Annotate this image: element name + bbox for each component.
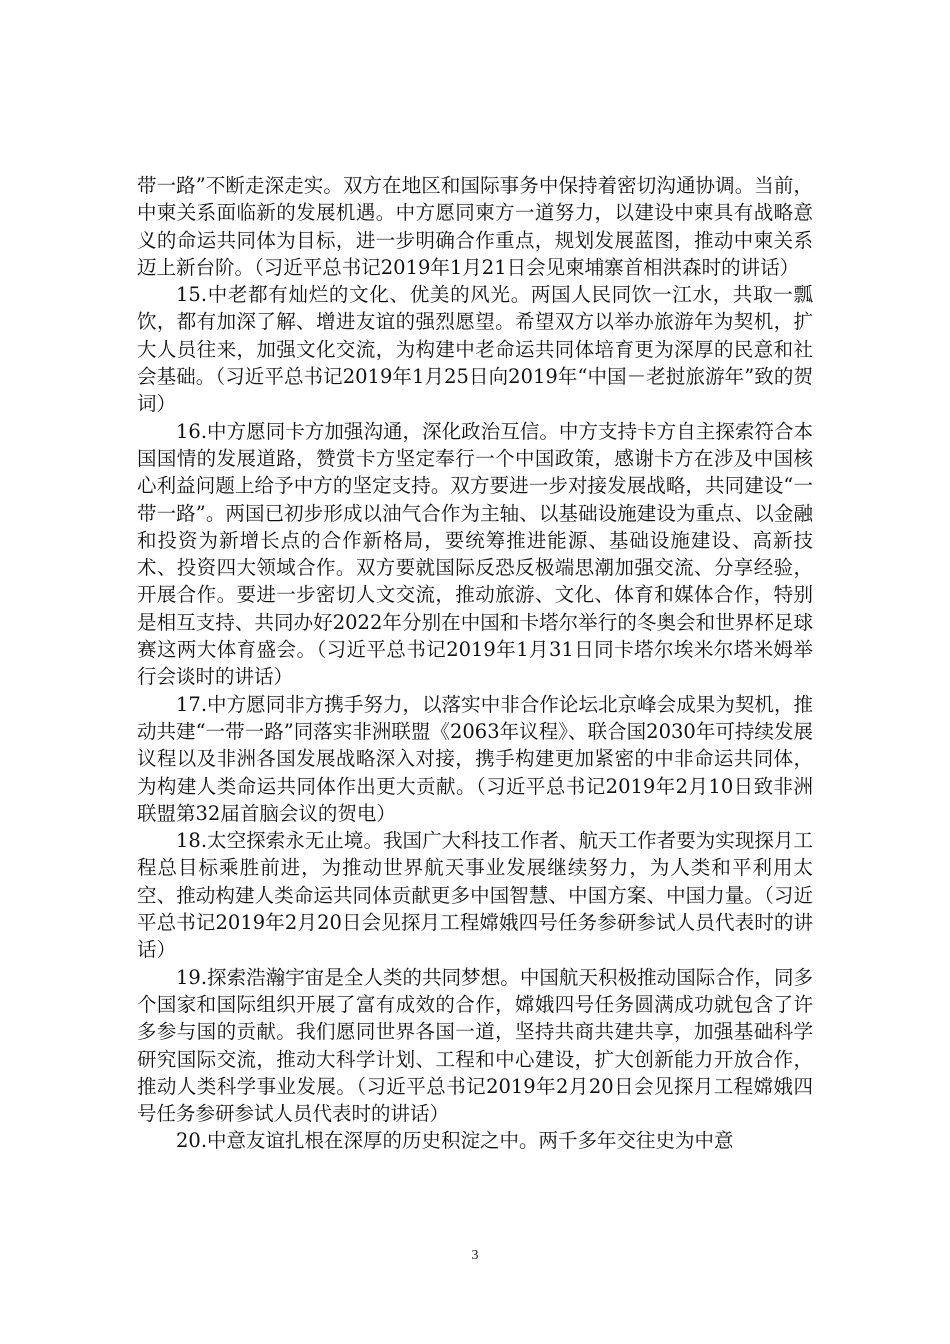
paragraph-20: 20.中意友谊扎根在深厚的历史积淀之中。两千多年交往史为中意: [176, 1129, 734, 1153]
paragraph-19: 19.探索浩瀚宇宙是全人类的共同梦想。中国航天积极推动国际合作，同多个国家和国际组织开展了富有成效的合作，嫦娥四号任务圆满成功就包含了许多参与国的贡献。我们愿同世界各国一道，坚持共商共建共享，加强基础科学研究国际交流，推动大科学计划、工程和中心建设，扩大创新能力开放合作，推动人类科学事业发展。（习近平总书记2019年2月20日会见探月工程嫦娥四号任务参研参试人员代表时的讲话）: [137, 965, 813, 1126]
paragraph-15: 15.中老都有灿烂的文化、优美的风光。两国人民同饮一江水，共取一瓢饮，都有加深了解、增进友谊的强烈愿望。希望双方以举办旅游年为契机，扩大人员往来，加强文化交流，为构建中老命运共同体培育更为深厚的民意和社会基础。（习近平总书记2019年1月25日向2019年“中国－老挝旅游年”致的贺词）: [137, 283, 813, 416]
paragraph-16: 16.中方愿同卡方加强沟通，深化政治互信。中方支持卡方自主探索符合本国国情的发展道路，赞赏卡方坚定奉行一个中国政策，感谢卡方在涉及中国核心利益问题上给予中方的坚定支持。双方要进一步对接发展战略，共同建设“一带一路”。两国已初步形成以油气合作为主轴、以基础设施建设为重点、以金融和投资为新增长点的合作新格局，要统筹推进能源、基础设施建设、高新技术、投资四大领域合作。双方要就国际反恐反极端思潮加强交流、分享经验，开展合作。要进一步密切人文交流，推动旅游、文化、体育和媒体合作，特别是相互支持、共同办好2022年分别在中国和卡塔尔举行的冬奥会和世界杯足球赛这两大体育盛会。（习近平总书记2019年1月31日同卡塔尔埃米尔塔米姆举行会谈时的讲话）: [137, 419, 813, 689]
paragraph-18: 18.太空探索永无止境。我国广大科技工作者、航天工作者要为实现探月工程总目标乘胜前进，为推动世界航天事业发展继续努力，为人类和平利用太空、推动构建人类命运共同体贡献更多中国智慧、中国方案、中国力量。（习近平总书记2019年2月20日会见探月工程嫦娥四号任务参研参试人员代表时的讲话）: [137, 829, 813, 962]
document-body: [137, 172, 813, 1155]
paragraph-14-continued: 带一路”不断走深走实。双方在地区和国际事务中保持着密切沟通协调。当前，中柬关系面临新的发展机遇。中方愿同柬方一道努力，以建设中柬具有战略意义的命运共同体为目标，进一步明确合作重点，规划发展蓝图，推动中柬关系迈上新台阶。（习近平总书记2019年1月21日会见柬埔寨首相洪森时的讲话）: [137, 174, 813, 279]
page-number: 3: [471, 1248, 479, 1263]
paragraph-17: 17.中方愿同非方携手努力，以落实中非合作论坛北京峰会成果为契机，推动共建“一带一路”同落实非洲联盟《2063年议程》、联合国2030年可持续发展议程以及非洲各国发展战略深入对接，携手构建更加紧密的中非命运共同体，为构建人类命运共同体作出更大贡献。（习近平总书记2019年2月10日致非洲联盟第32届首脑会议的贺电）: [137, 692, 813, 825]
